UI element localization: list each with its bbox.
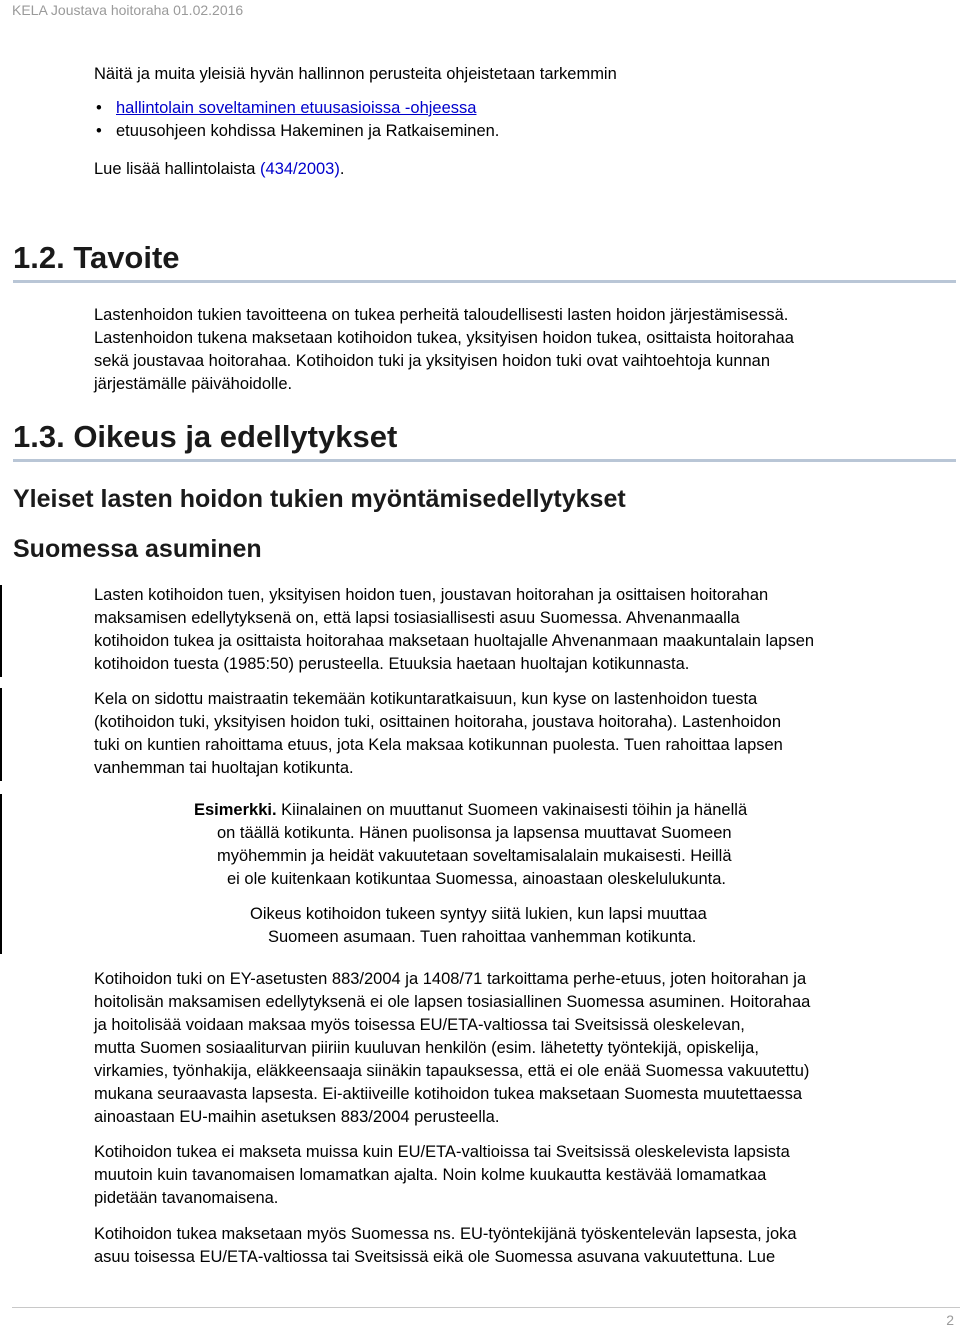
- paragraph-line: ainoastaan EU-maihin asetuksen 883/2004 perusteella.: [94, 1108, 500, 1126]
- paragraph-line: hoitolisän maksamisen edellytyksenä ei ole lapsen tosiasiallinen Suomessa asuminen. Hoitorahaa: [94, 993, 811, 1011]
- paragraph-line: ja hoitolisää voidaan maksaa myös toisessa EU/ETA-valtiossa tai Sveitsissä oleskelevan,: [94, 1016, 745, 1034]
- page-number: 2: [946, 1312, 954, 1328]
- hallintolaki-law-link[interactable]: (434/2003): [260, 160, 340, 178]
- example-note: [250, 903, 810, 949]
- list-item: • etuusohjeen kohdissa Hakeminen ja Ratkaiseminen.: [94, 120, 499, 143]
- example-line: on täällä kotikunta. Hänen puolisonsa ja lapsensa muuttavat Suomeen: [217, 824, 732, 842]
- asuminen-paragraph-3: [94, 968, 960, 1129]
- paragraph-line: Kotihoidon tukea ei makseta muissa kuin EU/ETA-valtioissa tai Sveitsissä oleskelevista lapsista: [94, 1143, 790, 1161]
- paragraph-line: virkamies, työnhakija, eläkkeensaaja siinäkin tapauksessa, että ei ole enää Suomessa vakuutettu): [94, 1062, 810, 1080]
- intro-text: Näitä ja muita yleisiä hyvän hallinnon perusteita ohjeistetaan tarkemmin: [94, 65, 617, 83]
- asuminen-paragraph-4: [94, 1141, 960, 1210]
- paragraph-line: (kotihoidon tuki, yksityisen hoidon tuki, osittainen hoitoraha, joustava hoitoraha). Lastenhoidon: [94, 713, 782, 731]
- section-heading-oikeus: 1.3. Oikeus ja edellytykset: [13, 419, 398, 454]
- list-item: [94, 97, 499, 120]
- tavoite-paragraph: [94, 304, 960, 396]
- read-more-prefix: Lue lisää hallintolaista: [94, 160, 261, 178]
- change-bar: [0, 688, 2, 781]
- example-note-line: Suomeen asumaan. Tuen rahoittaa vanhemman kotikunta.: [268, 928, 697, 946]
- paragraph-line: Lastenhoidon tukena maksetaan kotihoidon tukea, yksityisen hoidon tukea, osittaista hoitorahaa: [94, 329, 794, 347]
- section-divider: [13, 280, 956, 283]
- footer-divider: [12, 1307, 960, 1308]
- paragraph-line: kotihoidon tukea ja osittaista hoitorahaa maksetaan huoltajalle Ahvenanmaan maakuntalain lapsen: [94, 632, 815, 650]
- read-more-text: [94, 158, 960, 181]
- paragraph-line: Kela on sidottu maistraatin tekemään kotikuntaratkaisuun, kun kyse on lastenhoidon tuesta: [94, 690, 758, 708]
- example-line: myöhemmin ja heidät vakuutetaan soveltamisalalain mukaisesti. Heillä: [217, 847, 732, 865]
- paragraph-line: Lastenhoidon tukien tavoitteena on tukea perheitä taloudellisesti lasten hoidon järjestämisessä.: [94, 306, 789, 324]
- paragraph-line: Kotihoidon tuki on EY-asetusten 883/2004 ja 1408/71 tarkoittama perhe-etuus, joten hoitorahan ja: [94, 970, 807, 988]
- paragraph-line: järjestämälle päivähoidolle.: [94, 375, 293, 393]
- paragraph-line: mukana seuraavasta lapsesta. Ei-aktiiveille kotihoidon tukea maksetaan Suomesta muutettaessa: [94, 1085, 803, 1103]
- asuminen-paragraph-2: [94, 688, 960, 780]
- asuminen-paragraph-5: [94, 1223, 960, 1269]
- example-note-line: Oikeus kotihoidon tukeen syntyy siitä lukien, kun lapsi muuttaa: [250, 905, 707, 923]
- read-more-suffix: .: [339, 160, 345, 178]
- example-line: Esimerkki. Kiinalainen on muuttanut Suomeen vakinaisesti töihin ja hänellä: [194, 801, 748, 819]
- document-header: KELA Joustava hoitoraha 01.02.2016: [12, 2, 244, 18]
- paragraph-line: asuu toisessa EU/ETA-valtiossa tai Sveitsissä eikä ole Suomessa asuvana vakuutettuna. Lue: [94, 1248, 776, 1266]
- hallintolaki-guide-link[interactable]: hallintolain soveltaminen etuusasioissa -ohjeessa: [116, 99, 477, 117]
- subheading-myontamisedellytykset: Yleiset lasten hoidon tukien myöntämisedellytykset: [13, 485, 626, 513]
- asuminen-paragraph-1: [94, 584, 960, 676]
- example-label: Esimerkki.: [194, 801, 277, 819]
- intro-bullet-list: [94, 97, 499, 143]
- paragraph-line: Lasten kotihoidon tuen, yksityisen hoidon tuen, joustavan hoitorahan ja osittaisen hoitorahan: [94, 586, 769, 604]
- paragraph-line: maksamisen edellytyksenä on, että lapsi tosiasiallisesti asuu Suomessa. Ahvenanmaalla: [94, 609, 740, 627]
- change-bar: [0, 585, 2, 677]
- subheading-suomessa-asuminen: Suomessa asuminen: [13, 535, 262, 563]
- paragraph-line: muutoin kuin tavanomaisen lomamatkan ajalta. Noin kolme kuukautta kestävää lomamatkaa: [94, 1166, 767, 1184]
- example-box: [194, 799, 854, 891]
- paragraph-line: kotihoidon tuesta (1985:50) perusteella. Etuuksia haetaan huoltajan kotikunnasta.: [94, 655, 690, 673]
- paragraph-line: tuki on kuntien rahoittama etuus, jota Kela maksaa kotikunnan puolesta. Tuen rahoittaa lapsen: [94, 736, 783, 754]
- change-bar: [0, 794, 2, 954]
- paragraph-line: Kotihoidon tukea maksetaan myös Suomessa ns. EU-työntekijänä työskentelevän lapsesta, joka: [94, 1225, 797, 1243]
- section-heading-tavoite: 1.2. Tavoite: [13, 240, 180, 275]
- paragraph-line: mutta Suomen sosiaaliturvan piiriin kuuluvan henkilön (esim. lähetetty työntekijä, opiskelija,: [94, 1039, 759, 1057]
- example-line: ei ole kuitenkaan kotikuntaa Suomessa, ainoastaan oleskelulukunta.: [227, 870, 726, 888]
- paragraph-line: vanhemman tai huoltajan kotikunta.: [94, 759, 354, 777]
- paragraph-line: pidetään tavanomaisena.: [94, 1189, 279, 1207]
- paragraph-line: sekä joustavaa hoitorahaa. Kotihoidon tuki ja yksityisen hoidon tuki ovat vaihtoehtoja kunnan: [94, 352, 771, 370]
- section-divider: [13, 459, 956, 462]
